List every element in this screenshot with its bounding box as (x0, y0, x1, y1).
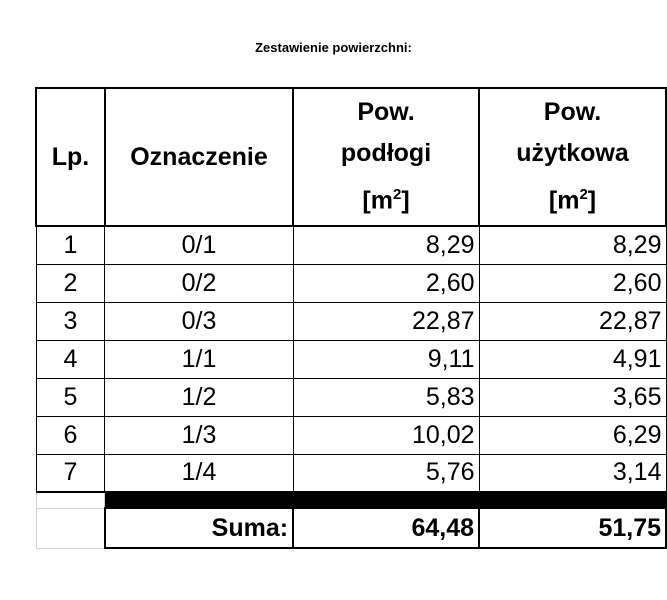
cell-oznaczenie: 0/2 (105, 264, 293, 302)
cell-pow-podlogi: 5,83 (293, 378, 479, 416)
table-row (36, 340, 666, 378)
cell-pow-podlogi: 2,60 (293, 264, 479, 302)
header-pow-podlogi: Pow. podłogi $[m^2]$ (293, 88, 479, 226)
summary-pow-uzytkowa: 51,75 (479, 508, 666, 548)
cell-pow-uzytkowa: 8,29 (479, 226, 666, 264)
summary-row (36, 508, 666, 548)
cell-pow-uzytkowa: 2,60 (479, 264, 666, 302)
cell-pow-podlogi: 5,76 (293, 454, 479, 492)
separator-bar (105, 492, 666, 508)
summary-blank-cell (36, 508, 105, 548)
separator-blank-cell (36, 492, 105, 508)
cell-pow-uzytkowa: 22,87 (479, 302, 666, 340)
header-lp: Lp. (36, 88, 105, 226)
cell-lp: 6 (36, 416, 105, 454)
summary-pow-podlogi: 64,48 (293, 508, 479, 548)
cell-lp: 5 (36, 378, 105, 416)
cell-pow-uzytkowa: 3,14 (479, 454, 666, 492)
cell-pow-uzytkowa: 6,29 (479, 416, 666, 454)
cell-pow-podlogi: 10,02 (293, 416, 479, 454)
table-row (36, 454, 666, 492)
summary-label: Suma: (105, 508, 293, 548)
header-row (36, 88, 666, 226)
header-oznaczenie: Oznaczenie (105, 88, 293, 226)
cell-lp: 2 (36, 264, 105, 302)
table-row (36, 302, 666, 340)
table-row (36, 226, 666, 264)
cell-lp: 1 (36, 226, 105, 264)
cell-oznaczenie: 0/1 (105, 226, 293, 264)
table-row (36, 416, 666, 454)
cell-pow-uzytkowa: 3,65 (479, 378, 666, 416)
cell-oznaczenie: 1/4 (105, 454, 293, 492)
cell-lp: 4 (36, 340, 105, 378)
cell-oznaczenie: 1/1 (105, 340, 293, 378)
document-title: Zestawienie powierzchni: (255, 40, 412, 55)
cell-oznaczenie: 1/3 (105, 416, 293, 454)
cell-oznaczenie: 1/2 (105, 378, 293, 416)
cell-pow-uzytkowa: 4,91 (479, 340, 666, 378)
cell-pow-podlogi: 9,11 (293, 340, 479, 378)
table-row (36, 264, 666, 302)
separator-row (36, 492, 666, 508)
area-summary-table (35, 87, 667, 549)
cell-oznaczenie: 0/3 (105, 302, 293, 340)
header-pow-uzytkowa: Pow. użytkowa $[m^2]$ (479, 88, 666, 226)
table-row (36, 378, 666, 416)
cell-lp: 3 (36, 302, 105, 340)
cell-pow-podlogi: 22,87 (293, 302, 479, 340)
cell-pow-podlogi: 8,29 (293, 226, 479, 264)
cell-lp: 7 (36, 454, 105, 492)
